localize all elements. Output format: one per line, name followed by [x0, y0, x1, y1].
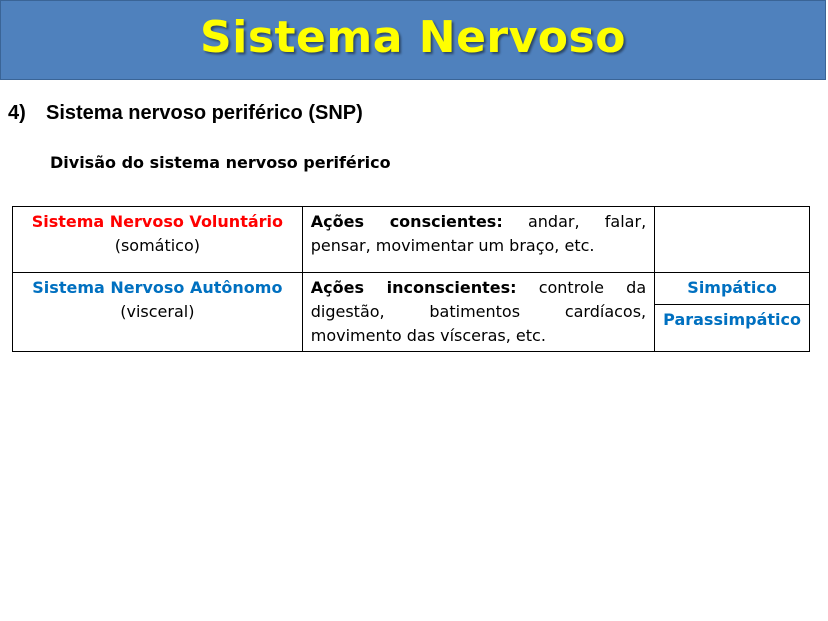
cell-autonomic-name [13, 273, 303, 352]
voluntary-desc-label: Ações conscientes: [310, 212, 503, 231]
section-heading [8, 102, 363, 125]
section-number: 4) [8, 102, 26, 124]
table-row-voluntary [13, 207, 810, 273]
autonomic-system-detail: (visceral) [120, 302, 195, 321]
slide-title: Sistema Nervoso [200, 11, 626, 63]
cell-parasympathetic [655, 305, 810, 352]
cell-autonomic-description [302, 273, 654, 352]
subheading: Divisão do sistema nervoso periférico [50, 153, 391, 172]
cell-voluntary-name [13, 207, 303, 273]
cell-voluntary-subdivision-empty [655, 207, 810, 273]
slide-title-bar [0, 0, 826, 80]
voluntary-system-detail: (somático) [114, 236, 201, 255]
autonomic-desc-label: Ações inconscientes: [310, 278, 517, 297]
cell-voluntary-description [302, 207, 654, 273]
parasympathetic-label: Parassimpático [663, 310, 801, 329]
autonomic-system-name: Sistema Nervoso Autônomo [32, 278, 283, 297]
voluntary-desc-text: andar, falar, pensar, movimentar um braço, etc. [310, 212, 647, 255]
table-row-autonomic [13, 273, 810, 305]
section-heading-text: Sistema nervoso periférico (SNP) [46, 102, 363, 124]
autonomic-desc-text: controle da digestão, batimentos cardíacos, movimento das vísceras, etc. [310, 278, 647, 345]
cell-sympathetic [655, 273, 810, 305]
sympathetic-label: Simpático [687, 278, 777, 297]
division-table [12, 206, 810, 352]
voluntary-system-name: Sistema Nervoso Voluntário [31, 212, 284, 231]
